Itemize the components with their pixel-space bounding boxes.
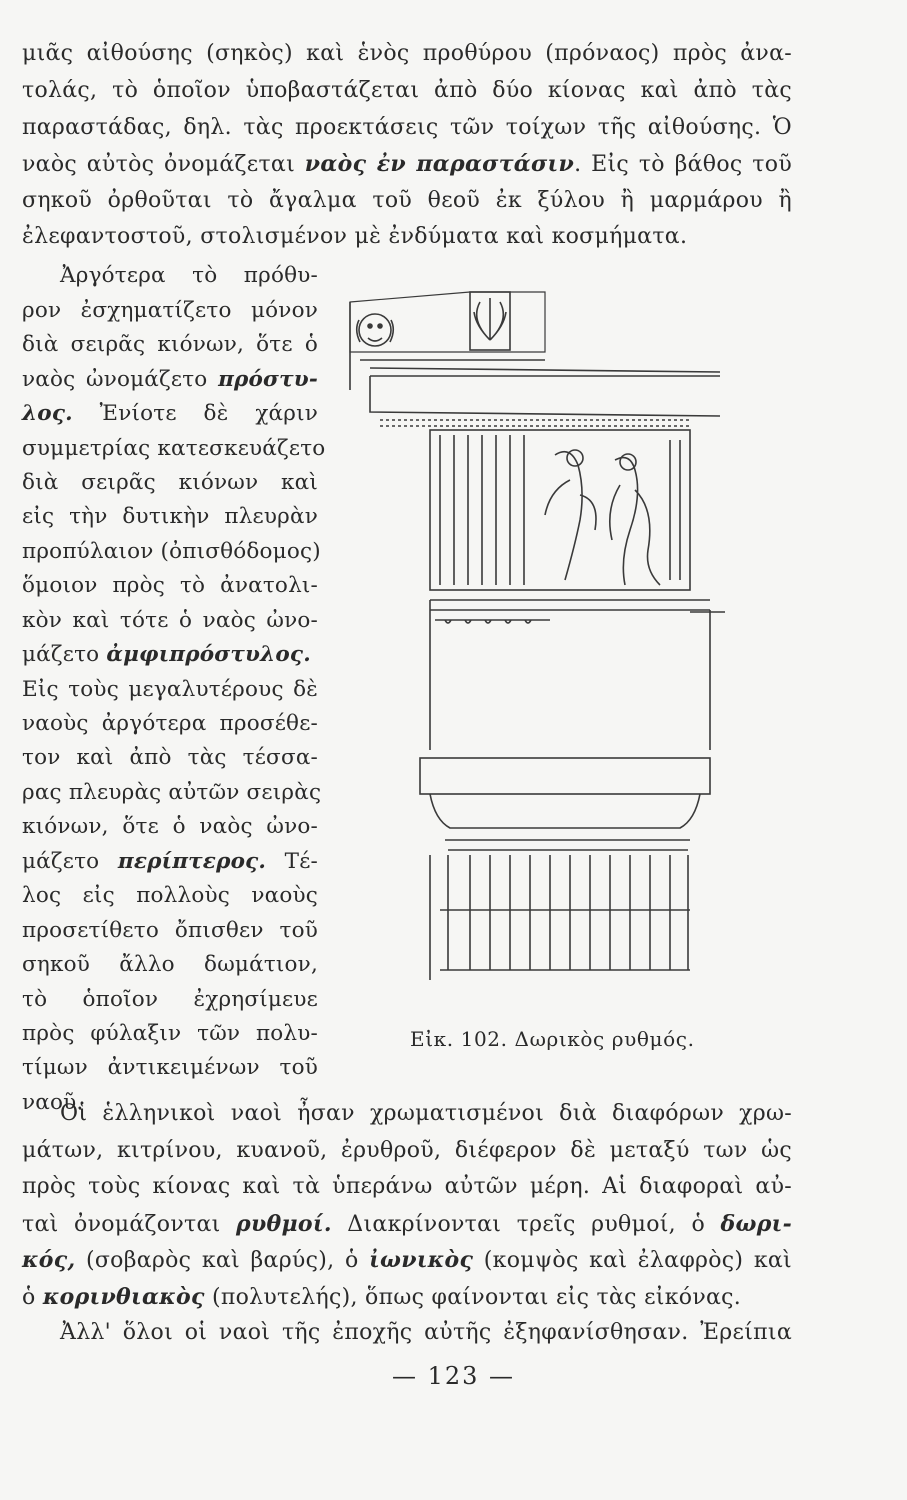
text-line: σηκοῦ ὀρθοῦται τὸ ἄγαλμα τοῦ θεοῦ ἐκ ξύλου ἢ μαρμάρου ἢ xyxy=(22,188,792,213)
text-line: κὸν καὶ τότε ὁ ναὸς ὠνο- xyxy=(22,608,318,633)
text-line: κιόνων, ὅτε ὁ ναὸς ὠνο- xyxy=(22,814,318,839)
emphasis-term: λος. xyxy=(22,401,73,426)
text-line: προπύλαιον (ὀπισθόδομος) xyxy=(22,539,321,564)
text-line: ναὸς αὐτὸς ὀνομάζεται ναὸς ἐν παραστάσιν. Εἰς τὸ βάθος τοῦ xyxy=(22,151,792,177)
emphasis-term: ἀμφιπρόστυλος. xyxy=(106,642,311,667)
emphasis-term: ἰωνικὸς xyxy=(369,1247,474,1273)
text-line: προσετίθετο ὄπισθεν τοῦ xyxy=(22,918,318,943)
text-line: Ἀργότερα τὸ πρόθυ- xyxy=(60,263,318,288)
text-line: μάτων, κιτρίνου, κυανοῦ, ἐρυθροῦ, διέφερον δὲ μεταξύ των ὡς xyxy=(22,1138,792,1163)
text-line: τολάς, τὸ ὁποῖον ὑποβαστάζεται ἀπὸ δύο κίονας καὶ ἀπὸ τὰς xyxy=(22,78,792,103)
text-line: ρον ἐσχηματίζετο μόνον xyxy=(22,298,318,323)
text-line: Οἱ ἑλληνικοὶ ναοὶ ἦσαν χρωματισμένοι διὰ διαφόρων χρω- xyxy=(60,1101,792,1126)
text-line: ρας πλευρὰς αὐτῶν σειρὰς xyxy=(22,780,322,805)
text-line: ἐλεφαντοστοῦ, στολισμένον μὲ ἐνδύματα καὶ κοσμήματα. xyxy=(22,224,688,249)
text-line: Εἰς τοὺς μεγαλυτέρους δὲ xyxy=(22,677,318,702)
text-line: κός, (σοβαρὸς καὶ βαρύς), ὁ ἰωνικὸς (κομψὸς καὶ ἐλαφρὸς) καὶ xyxy=(22,1247,792,1273)
text-line: Ἀλλ' ὅλοι οἱ ναοὶ τῆς ἐποχῆς αὐτῆς ἐξηφανίσθησαν. Ἐρείπια xyxy=(60,1320,792,1345)
text-line: ναοῦ. xyxy=(22,1090,84,1115)
emphasis-term: κορινθιακὸς xyxy=(42,1284,205,1310)
text-line: εἰς τὴν δυτικὴν πλευρὰν xyxy=(22,504,318,529)
emphasis-term: ναὸς ἐν παραστάσιν xyxy=(304,151,575,177)
emphasis-term: ρυθμοί. xyxy=(236,1211,332,1237)
text-line: τον καὶ ἀπὸ τὰς τέσσα- xyxy=(22,745,318,770)
text-line: τίμων ἀντικειμένων τοῦ xyxy=(22,1055,318,1080)
text-line: μάζετο περίπτερος. Τέ- xyxy=(22,849,318,874)
figure-caption: Εἰκ. 102. Δωρικὸς ρυθμός. xyxy=(410,1027,695,1051)
text-line: πρὸς φύλαξιν τῶν πολυ- xyxy=(22,1021,318,1046)
text-line: παραστάδας, δηλ. τὰς προεκτάσεις τῶν τοίχων τῆς αἰθούσης. Ὁ xyxy=(22,115,792,140)
emphasis-term: δωρι- xyxy=(720,1211,793,1237)
text-line: τὸ ὁποῖον ἐχρησίμευε xyxy=(22,987,318,1012)
text-line: ναοὺς ἀργότερα προσέθε- xyxy=(22,711,318,736)
text-line: μιᾶς αἰθούσης (σηκὸς) καὶ ἑνὸς προθύρου (πρόναος) πρὸς ἀνα- xyxy=(22,41,792,66)
text-line: ὁ κορινθιακὸς (πολυτελής), ὅπως φαίνονται εἰς τὰς εἰκόνας. xyxy=(22,1284,742,1310)
page-number: — 123 — xyxy=(391,1362,516,1390)
text-line: μάζετο ἀμφιπρόστυλος. xyxy=(22,642,311,667)
emphasis-term: πρόστυ- xyxy=(218,367,318,392)
text-line: ναὸς ὠνομάζετο πρόστυ- xyxy=(22,367,318,392)
text-line: ταὶ ὀνομάζονται ρυθμοί. Διακρίνονται τρεῖς ρυθμοί, ὁ δωρι- xyxy=(22,1211,793,1237)
text-line: πρὸς τοὺς κίονας καὶ τὰ ὑπεράνω αὐτῶν μέρη. Αἱ διαφοραὶ αὐ- xyxy=(22,1174,792,1199)
text-line: λος. Ἐνίοτε δὲ χάριν xyxy=(22,401,318,426)
emphasis-term: περίπτερος. xyxy=(117,849,267,874)
text-line: διὰ σειρᾶς κιόνων, ὅτε ὁ xyxy=(22,332,318,357)
doric-order-drawing-icon xyxy=(330,280,790,1000)
text-line: ὅμοιον πρὸς τὸ ἀνατολι- xyxy=(22,573,318,598)
text-line: διὰ σειρᾶς κιόνων καὶ xyxy=(22,470,318,495)
text-line: λος εἰς πολλοὺς ναοὺς xyxy=(22,883,318,908)
doric-order-figure xyxy=(330,280,790,1000)
text-line: συμμετρίας κατεσκευάζετο xyxy=(22,436,326,461)
text-line: σηκοῦ ἄλλο δωμάτιον, xyxy=(22,952,318,977)
emphasis-term: κός, xyxy=(22,1247,76,1273)
